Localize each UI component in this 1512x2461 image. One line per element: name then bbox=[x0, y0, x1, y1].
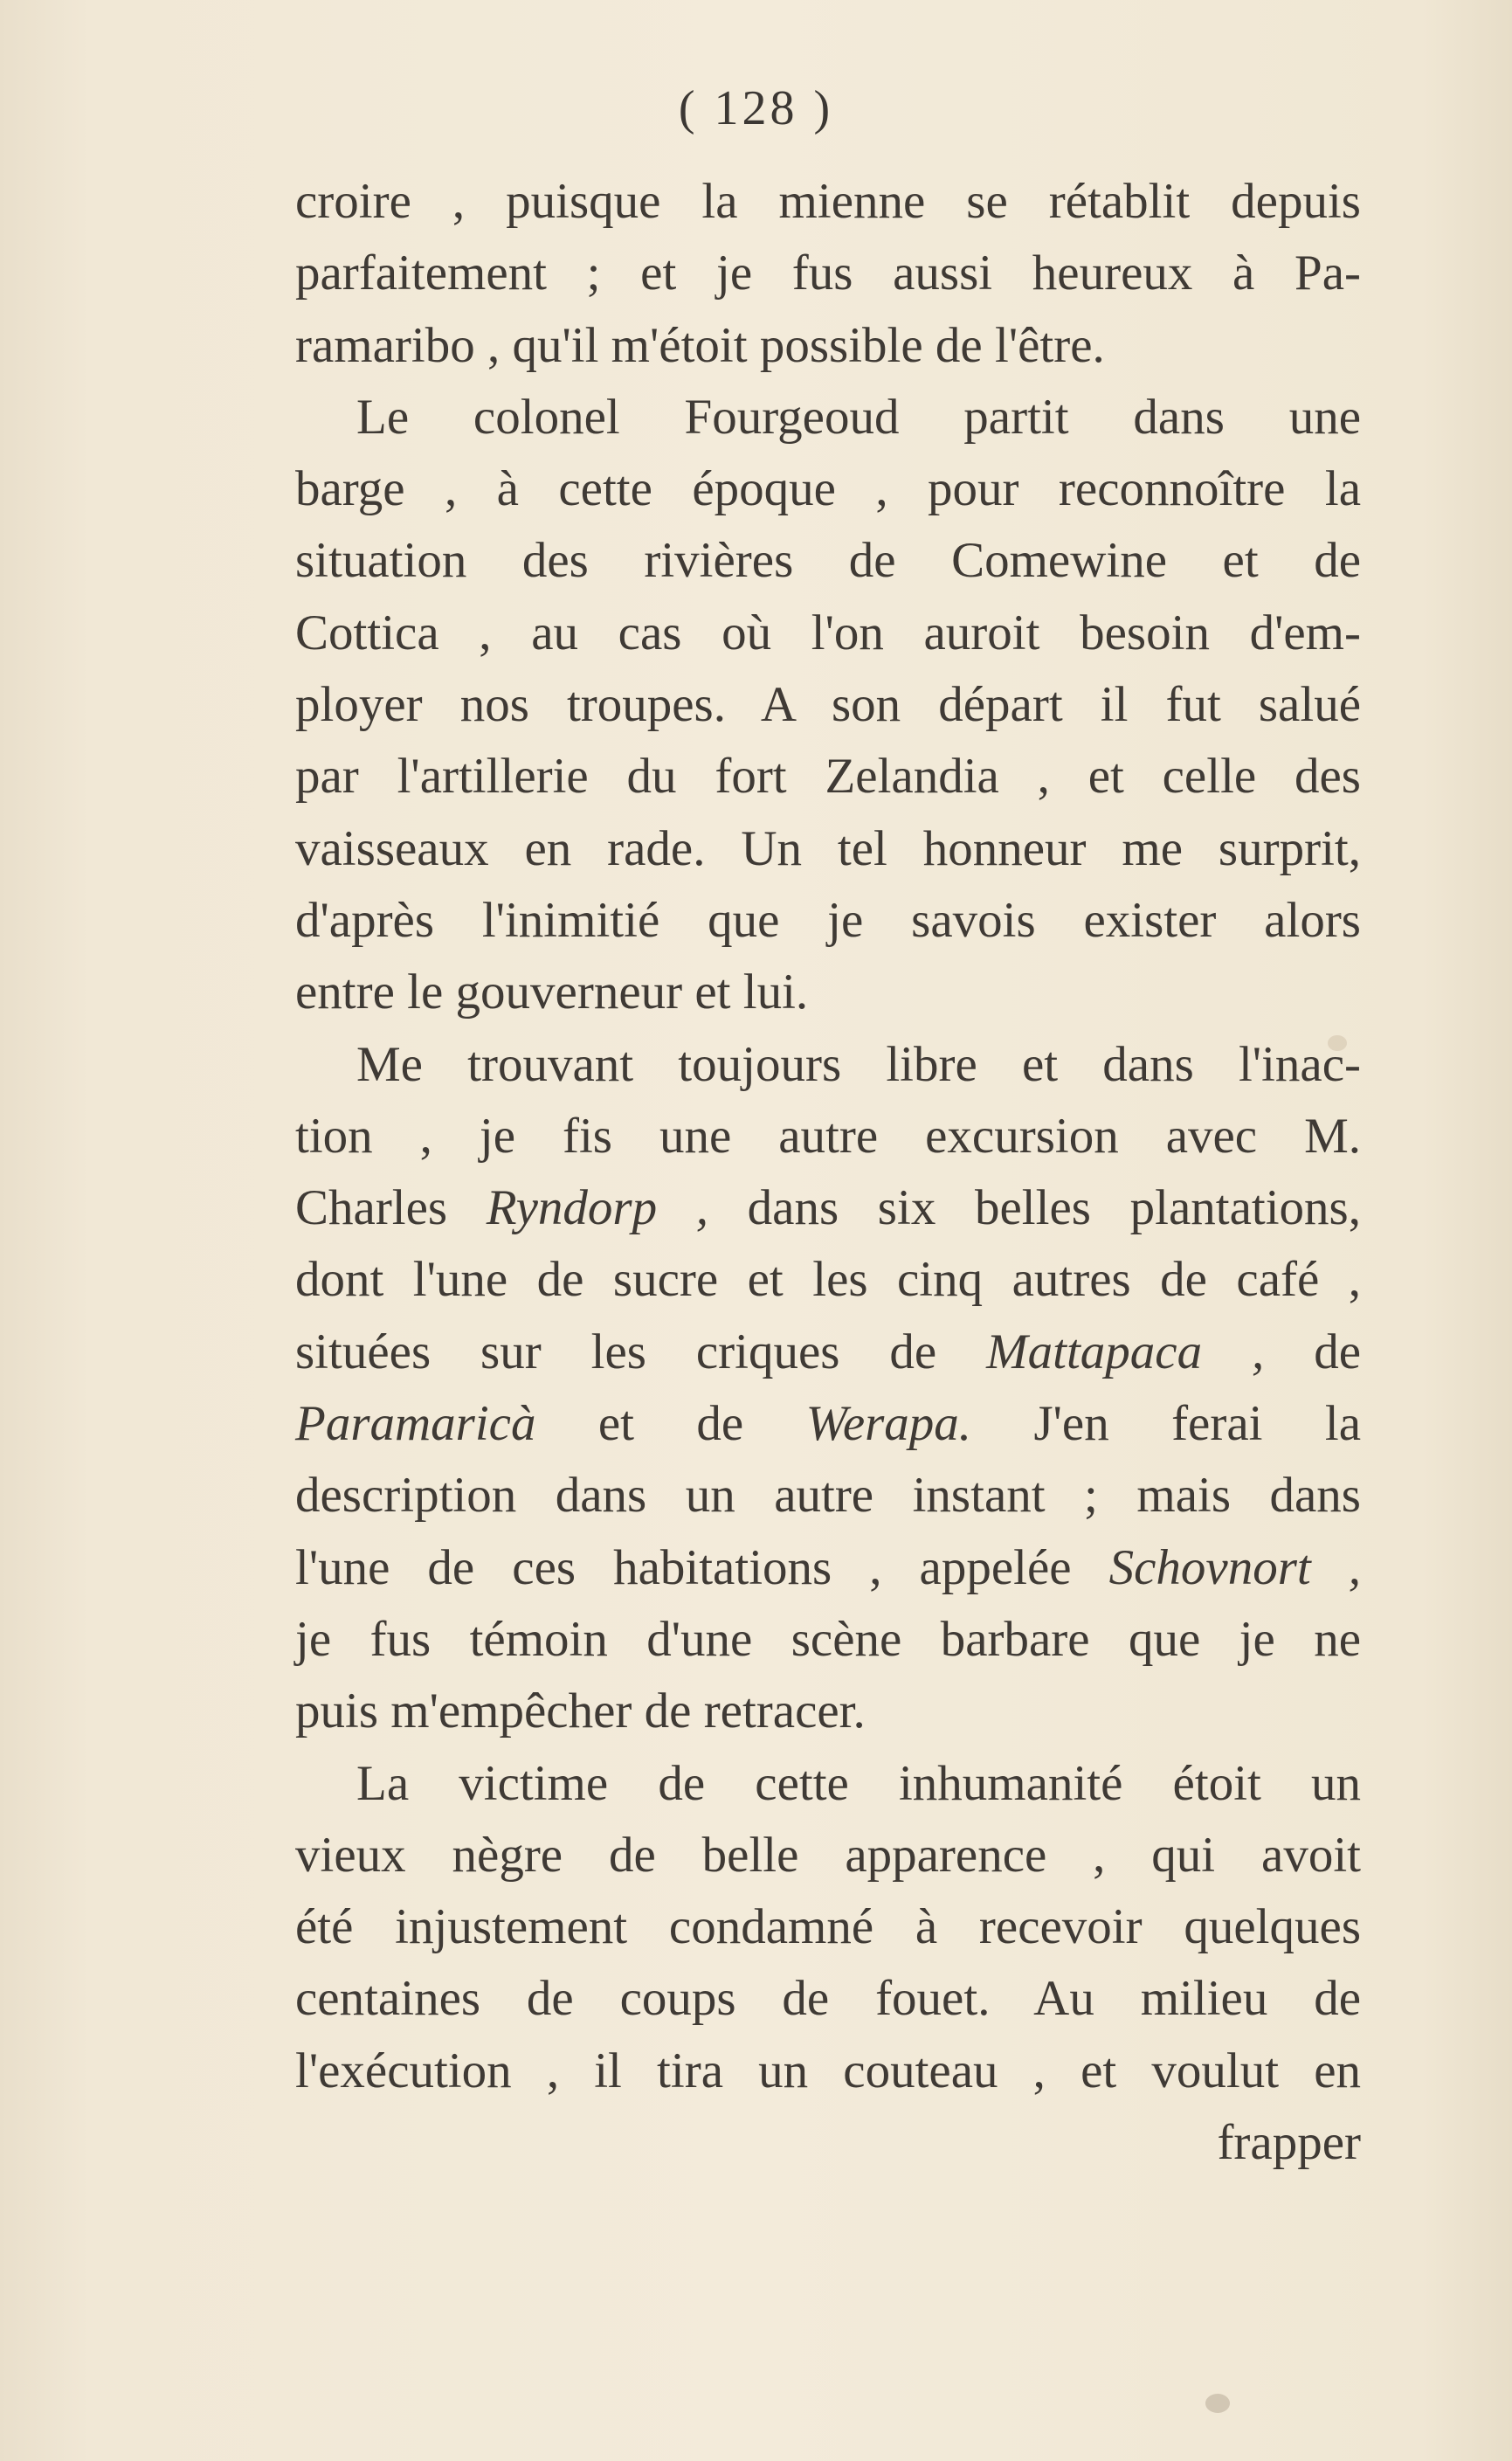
text-line bbox=[295, 741, 1361, 812]
text-segment: vieux nègre de belle apparence , qui avoit bbox=[295, 1827, 1361, 1883]
text-segment: et de bbox=[535, 1396, 806, 1452]
text-segment: Le colonel Fourgeoud partit dans une bbox=[356, 389, 1361, 445]
text-line bbox=[295, 1101, 1361, 1172]
text-segment: croire , puisque la mienne se rétablit depuis bbox=[295, 174, 1361, 229]
italic-text: Schovnort , bbox=[1108, 1539, 1361, 1595]
text-line bbox=[295, 598, 1361, 669]
body-text bbox=[295, 166, 1361, 2179]
text-line bbox=[295, 1172, 1361, 1244]
text-segment: puis m'empêcher de retracer. bbox=[295, 1683, 866, 1739]
text-segment: par l'artillerie du fort Zelandia , et celle des bbox=[295, 749, 1361, 805]
text-line bbox=[295, 1748, 1361, 1820]
text-segment: vaisseaux en rade. Un tel honneur me surprit, bbox=[295, 820, 1361, 876]
text-line bbox=[295, 1388, 1361, 1460]
text-line bbox=[295, 525, 1361, 597]
text-line bbox=[295, 382, 1361, 453]
italic-text: Ryndorp , bbox=[486, 1180, 708, 1236]
text-line bbox=[295, 1820, 1361, 1891]
text-line bbox=[295, 1676, 1361, 1747]
text-line bbox=[295, 1244, 1361, 1316]
text-line bbox=[295, 1029, 1361, 1101]
text-segment: situation des rivières de Comewine et de bbox=[295, 533, 1361, 589]
text-segment: dans six belles plantations, bbox=[708, 1180, 1361, 1236]
text-line bbox=[295, 1604, 1361, 1676]
text-line bbox=[295, 1317, 1361, 1388]
text-segment: La victime de cette inhumanité étoit un bbox=[356, 1755, 1361, 1811]
italic-text: Paramaricà bbox=[295, 1396, 536, 1452]
text-segment: ployer nos troupes. A son départ il fut salué bbox=[295, 677, 1361, 733]
text-line bbox=[295, 1460, 1361, 1531]
text-segment: barge , à cette époque , pour reconnoître la bbox=[295, 461, 1361, 517]
text-segment: dont l'une de sucre et les cinq autres de café , bbox=[295, 1252, 1361, 1308]
text-segment: ramaribo , qu'il m'étoit possible de l'être. bbox=[295, 317, 1105, 373]
text-segment: J'en ferai la bbox=[971, 1396, 1361, 1452]
text-line bbox=[295, 453, 1361, 525]
text-segment: je fus témoin d'une scène barbare que je ne bbox=[295, 1611, 1361, 1667]
text-segment: l'exécution , il tira un couteau , et voulut en bbox=[295, 2043, 1361, 2098]
text-line bbox=[295, 310, 1361, 382]
text-segment: de bbox=[1264, 1324, 1361, 1379]
paper-stain bbox=[1205, 2394, 1230, 2413]
text-segment: Cottica , au cas où l'on auroit besoin d'em- bbox=[295, 605, 1361, 660]
text-line bbox=[295, 1532, 1361, 1604]
text-segment: description dans un autre instant ; mais dans bbox=[295, 1468, 1361, 1524]
text-line bbox=[295, 957, 1361, 1028]
text-segment: tion , je fis une autre excursion avec M. bbox=[295, 1108, 1361, 1164]
text-segment: entre le gouverneur et lui. bbox=[295, 964, 809, 1020]
text-line bbox=[295, 238, 1361, 309]
text-segment: Charles bbox=[295, 1180, 487, 1236]
text-segment: l'une de ces habitations , appelée bbox=[295, 1539, 1109, 1595]
page-number: ( 128 ) bbox=[678, 81, 834, 135]
text-segment: centaines de coups de fouet. Au milieu de bbox=[295, 1971, 1361, 2027]
catchword: frapper bbox=[1217, 2115, 1361, 2171]
text-segment: situées sur les criques de bbox=[295, 1324, 987, 1379]
text-line bbox=[295, 1963, 1361, 2035]
text-segment: été injustement condamné à recevoir quelques bbox=[295, 1899, 1361, 1955]
italic-text: Mattapaca , bbox=[986, 1324, 1265, 1379]
text-segment: parfaitement ; et je fus aussi heureux à Pa- bbox=[295, 245, 1361, 301]
text-line bbox=[295, 166, 1361, 238]
text-line bbox=[295, 885, 1361, 957]
italic-text: Werapa. bbox=[805, 1396, 972, 1452]
text-line bbox=[295, 669, 1361, 741]
text-segment: d'après l'inimitié que je savois exister alors bbox=[295, 892, 1361, 948]
text-line bbox=[295, 1891, 1361, 1963]
text-line bbox=[295, 2036, 1361, 2107]
text-line bbox=[295, 813, 1361, 885]
text-segment: Me trouvant toujours libre et dans l'inac- bbox=[356, 1036, 1361, 1092]
